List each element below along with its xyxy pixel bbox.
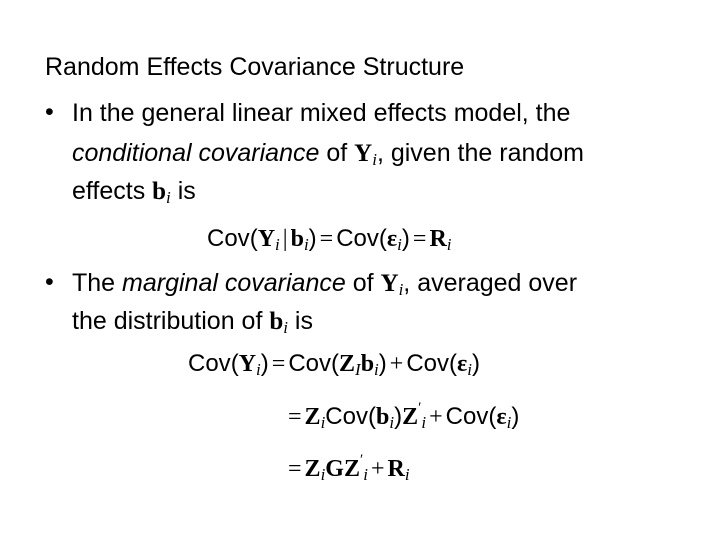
subscript-i: i [363,465,368,484]
equals-sign: = [319,226,334,252]
plus-sign: + [389,351,404,377]
subscript-i: i [320,465,326,484]
cov-label: Cov [445,403,489,430]
text-distribution-of: the distribution of [72,307,270,335]
term-conditional-covariance: conditional covariance [72,139,320,167]
symbol-Z: Z [339,351,356,377]
subscript-i: i [446,235,452,254]
bullet-marker-1: • [45,98,54,126]
cov-label: Cov [288,350,331,377]
given-bar: | [282,226,288,252]
bullet-marker-2: • [45,268,54,296]
prime-mark: ′ [359,452,364,468]
equals-sign: = [288,404,302,430]
subscript-i: i [506,413,512,432]
subscript-I: I [355,360,361,379]
cov-label: Cov [207,225,250,252]
subscript-i: i [421,413,427,432]
symbol-epsilon: ε [496,404,507,430]
plus-sign: + [429,404,443,430]
equation-conditional-covariance: $Cov(Y_i$ | $b_i) = Cov(\varepsilon_i) = R_i$ [207,225,452,254]
subscript-i: i [166,188,171,207]
term-marginal-covariance: marginal covariance [122,269,346,297]
text-the: The [72,269,123,297]
symbol-b: b [375,404,390,430]
plus-sign: + [371,456,385,482]
cov-label: Cov [188,350,231,377]
equation-marginal-line2: = $Z_iCov(b_i)Z'_i + Cov(\varepsilon_i)$ [285,400,519,433]
text-of: of [319,139,355,167]
symbol-Y: Y [380,270,399,297]
symbol-Z: Z [402,404,419,430]
equation-marginal-line1: $Cov(Y_i) = Cov(Z_Ib_i) + Cov(\varepsilon_i)$ [188,350,481,379]
symbol-epsilon: ε [457,351,468,377]
symbol-b: b [290,226,304,252]
text-averaged-over: , averaged over [403,269,578,297]
bullet1-line1: In the general linear mixed effects model, the [72,99,571,127]
text-of: of [345,269,381,297]
symbol-Z: Z [343,456,360,482]
symbol-Y: Y [257,226,276,252]
cov-label: Cov [336,225,379,252]
subscript-i: i [256,360,261,379]
subscript-i: i [389,413,395,432]
slide-title: Random Effects Covariance Structure [45,53,465,81]
symbol-G: G [325,456,344,482]
subscript-i: i [467,360,473,379]
cov-label: Cov [406,350,450,377]
symbol-R: R [429,226,447,252]
equation-marginal-line3 [285,452,410,485]
symbol-Y: Y [238,351,257,377]
subscript-i: i [303,235,309,254]
symbol-R: R [387,456,405,482]
symbol-Z: Z [304,404,321,430]
prime-mark: ′ [418,400,422,416]
subscript-i: i [275,235,280,254]
text-is: is [170,177,196,205]
subscript-i: i [283,318,288,337]
equals-sign: = [271,351,286,377]
subscript-i: i [372,150,377,169]
text-is: is [287,307,313,335]
subscript-i: i [397,235,402,254]
bullet2-line2 [72,306,313,343]
equals-sign: = [288,456,302,482]
subscript-i: i [374,360,379,379]
subscript-i: i [320,413,326,432]
text-given-random: , given the random [376,139,585,167]
symbol-b: b [269,308,284,335]
equals-sign: = [412,226,427,252]
symbol-epsilon: ε [386,226,398,252]
symbol-b: b [152,178,167,205]
symbol-Z: Z [304,456,321,482]
subscript-i: i [404,465,410,484]
bullet1-line3 [72,176,196,213]
bullet2-line1 [72,268,577,305]
subscript-i: i [398,280,404,299]
cov-label: Cov [325,403,368,430]
symbol-b: b [360,351,375,377]
text-effects: effects [72,177,153,205]
bullet1-line2 [72,138,584,175]
symbol-Y: Y [354,140,373,167]
